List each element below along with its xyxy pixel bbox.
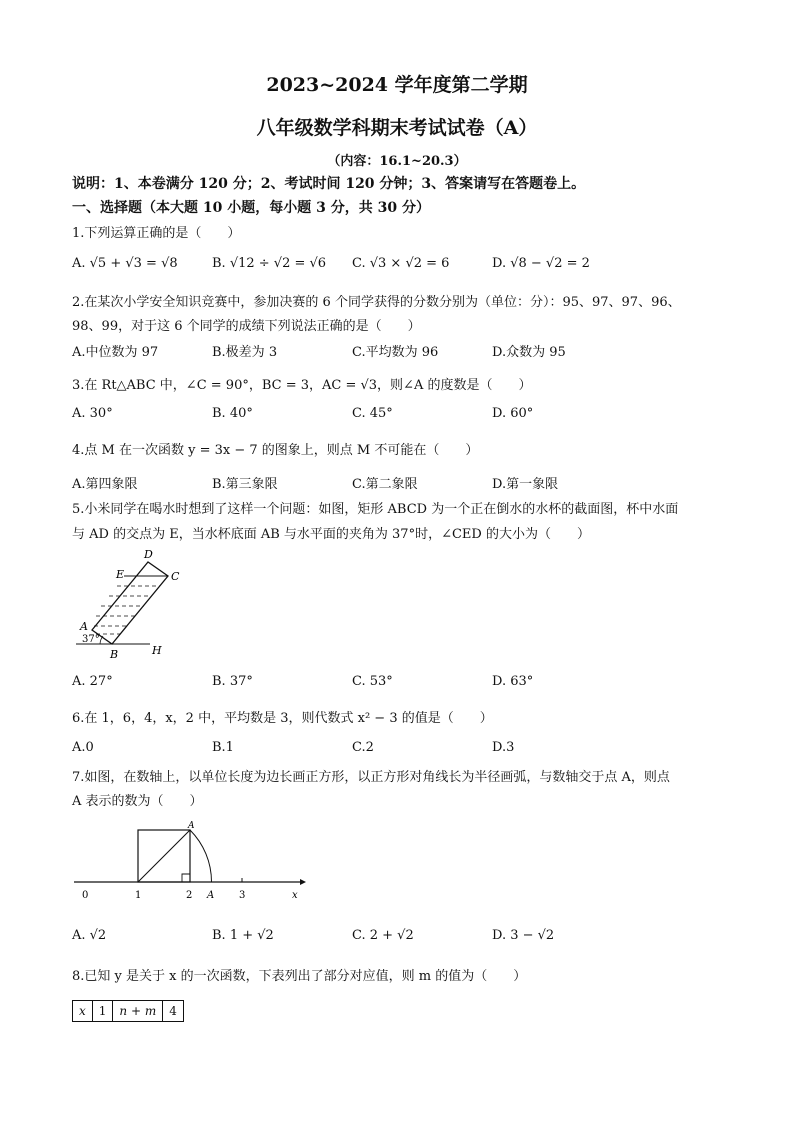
q7-axis-arrow: [300, 879, 306, 885]
q6-option-d: D.3: [492, 740, 515, 755]
q2-stem-line2: 98、99，对于这 6 个同学的成绩下列说法正确的是（ ）: [72, 319, 421, 334]
q7-option-c: C. 2 + √2: [352, 928, 414, 943]
q5-label-h: H: [152, 644, 162, 657]
q7-option-b: B. 1 + √2: [212, 928, 274, 943]
q6-option-a: A.0: [72, 740, 94, 755]
q5-label-e: E: [116, 568, 125, 581]
q5-stem-line2: 与 AD 的交点为 E，当水杯底面 AB 与水平面的夹角为 37°时，∠CED 的大小为（ ）: [72, 527, 590, 542]
q7-label-a: A: [207, 890, 215, 901]
section-heading: 一、选择题（本大题 10 小题，每小题 3 分，共 30 分）: [72, 200, 430, 216]
q5-label-c: C: [171, 570, 180, 583]
q5-stem-line1: 5.小米同学在喝水时想到了这样一个问题：如图，矩形 ABCD 为一个正在倒水的水杯的截面图，杯中水面: [72, 502, 679, 517]
q7-arc: [190, 830, 212, 882]
q5-water-hatching: [94, 576, 168, 634]
q5-label-angle: 37°: [82, 634, 100, 645]
q3-stem: 3.在 Rt△ABC 中，∠C = 90°，BC = 3，AC = √3，则∠A 的度数是（ ）: [72, 378, 532, 393]
exam-title: 八年级数学科期末考试试卷（A）: [256, 117, 538, 139]
q7-stem-line2: A 表示的数为（ ）: [72, 794, 203, 809]
table-row: [73, 1001, 184, 1022]
q5-rectangle-abcd: [92, 562, 168, 644]
q3-option-b: B. 40°: [212, 406, 253, 421]
q5-label-b: B: [110, 648, 119, 661]
q3-option-c: C. 45°: [352, 406, 393, 421]
q1-option-c: C. √3 × √2 = 6: [352, 256, 450, 271]
q1-stem: 1.下列运算正确的是（ ）: [72, 226, 241, 241]
q7-label-3: 3: [239, 890, 246, 901]
q1-option-b: B. √12 ÷ √2 = √6: [212, 256, 327, 271]
q4-option-b: B.第三象限: [212, 477, 278, 492]
table-cell: n + m: [113, 1001, 163, 1022]
q6-stem: 6.在 1，6，4，x，2 中，平均数是 3，则代数式 x² − 3 的值是（ ）: [72, 711, 493, 726]
q5-option-d: D. 63°: [492, 674, 534, 689]
q7-option-d: D. 3 − √2: [492, 928, 555, 943]
q2-option-d: D.众数为 95: [492, 345, 566, 360]
q2-stem-line1: 2.在某次小学安全知识竞赛中，参加决赛的 6 个同学获得的分数分别为（单位：分）：95、97、97、96、: [72, 295, 681, 310]
q6-option-c: C.2: [352, 740, 374, 755]
q2-option-b: B.极差为 3: [212, 345, 278, 360]
q7-option-a: A. √2: [72, 928, 107, 943]
q5-option-c: C. 53°: [352, 674, 393, 689]
q3-option-a: A. 30°: [72, 406, 113, 421]
table-cell: 1: [92, 1001, 113, 1022]
q2-option-c: C.平均数为 96: [352, 345, 439, 360]
q8-value-table: [72, 1000, 184, 1022]
q5-option-b: B. 37°: [212, 674, 253, 689]
table-cell: x: [73, 1001, 93, 1022]
table-cell: 4: [163, 1001, 184, 1022]
q7-label-x: x: [292, 890, 298, 901]
q4-option-a: A.第四象限: [72, 477, 138, 492]
q8-stem: 8.已知 y 是关于 x 的一次函数，下表列出了部分对应值，则 m 的值为（ ）: [72, 969, 527, 984]
q7-label-1: 1: [135, 890, 142, 901]
exam-notes: 说明：1、本卷满分 120 分；2、考试时间 120 分钟；3、答案请写在答题卷上。: [72, 176, 586, 192]
q5-label-a: A: [80, 620, 88, 633]
q7-figure-number-line: [72, 818, 312, 906]
q6-option-b: B.1: [212, 740, 234, 755]
q4-option-c: C.第二象限: [352, 477, 418, 492]
q1-option-d: D. √8 − √2 = 2: [492, 256, 590, 271]
q2-option-a: A.中位数为 97: [72, 345, 159, 360]
q7-label-2: 2: [186, 890, 193, 901]
q5-option-a: A. 27°: [72, 674, 113, 689]
q5-figure-tilted-cup: [72, 546, 202, 662]
q3-option-d: D. 60°: [492, 406, 534, 421]
q4-option-d: D.第一象限: [492, 477, 559, 492]
exam-content-range: （内容：16.1~20.3）: [327, 154, 467, 169]
q1-option-a: A. √5 + √3 = √8: [72, 256, 178, 271]
q7-label-a-top: A: [188, 821, 195, 831]
q7-stem-line1: 7.如图，在数轴上，以单位长度为边长画正方形，以正方形对角线长为半径画弧，与数轴交于点 A，则点: [72, 770, 670, 785]
exam-title-year: 2023~2024 学年度第二学期: [266, 74, 528, 96]
q5-label-d: D: [144, 548, 153, 561]
q7-right-angle-mark: [182, 874, 190, 882]
q7-label-0: 0: [82, 890, 89, 901]
q4-stem: 4.点 M 在一次函数 y = 3x − 7 的图象上，则点 M 不可能在（ ）: [72, 443, 479, 458]
